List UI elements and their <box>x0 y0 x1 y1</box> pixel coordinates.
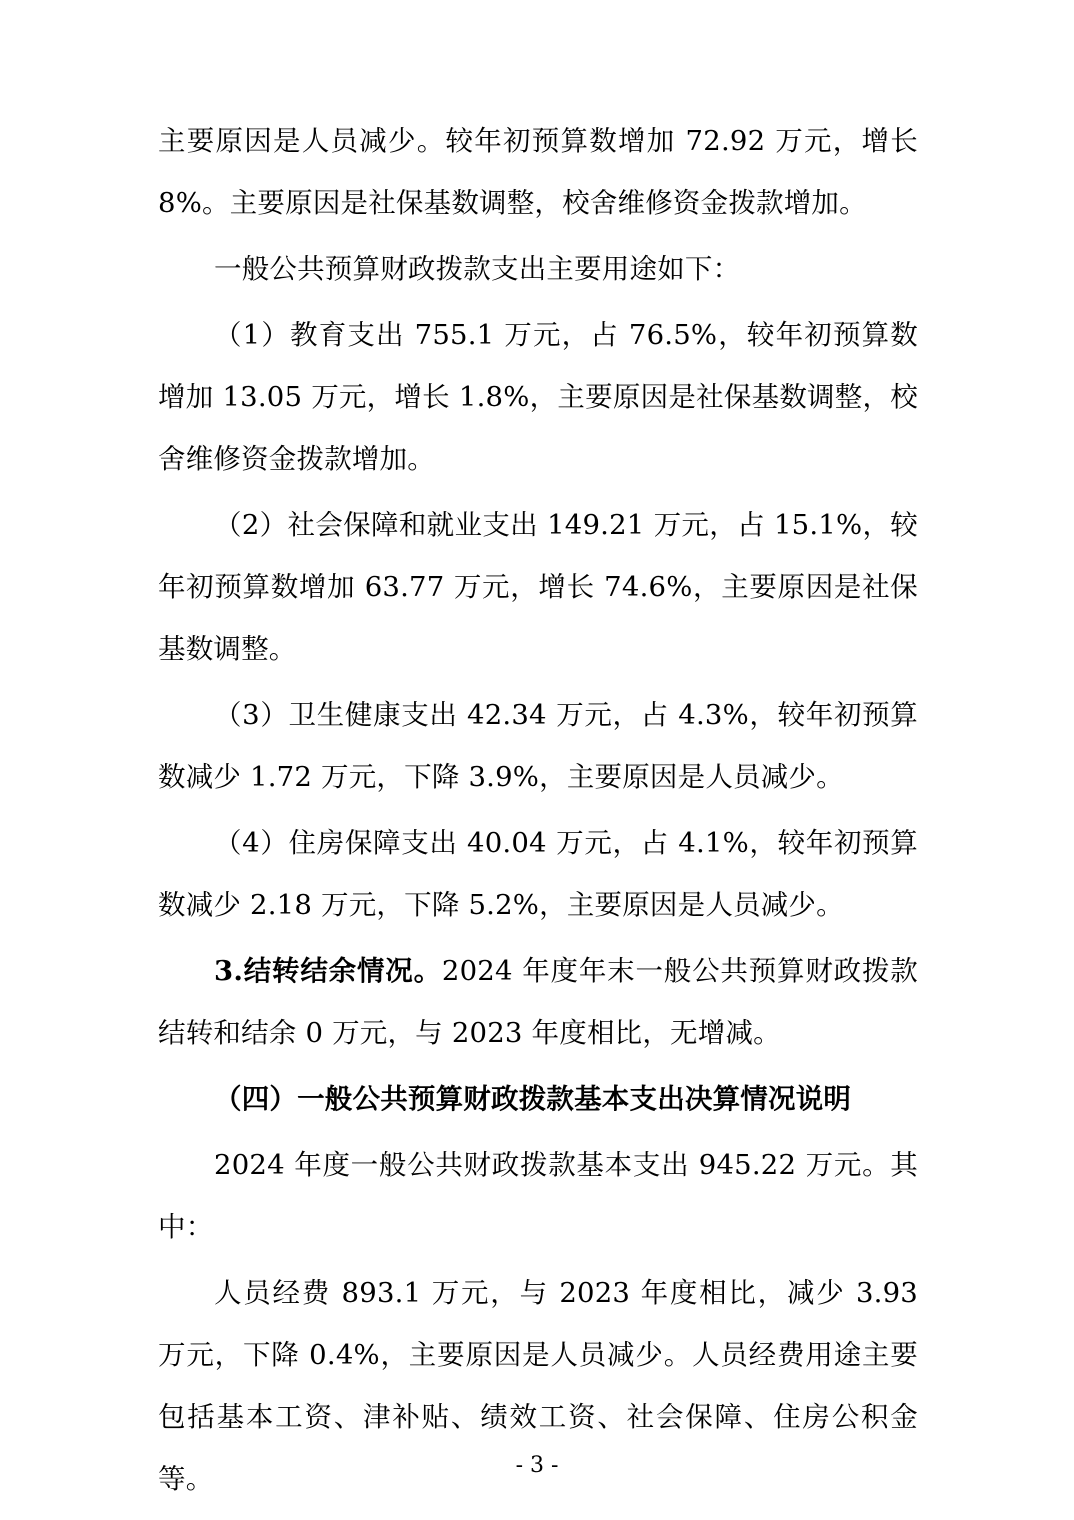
page-number: - 3 - <box>515 1453 559 1478</box>
paragraph-personnel-expense: 人员经费 893.1 万元，与 2023 年度相比，减少 3.93 万元，下降 0.4%，主要原因是人员减少。人员经费用途主要包括基本工资、津补贴、绩效工资、社会保障、住房公积金等。 <box>158 1277 918 1495</box>
paragraph-item-education: （1）教育支出 755.1 万元，占 76.5%，较年初预算数增加 13.05 万元，增长 1.8%，主要原因是社保基数调整，校舍维修资金拨款增加。 <box>158 319 918 475</box>
carryover-body-text: 2024 年度年末一般公共预算财政拨款结转和结余 0 万元，与 2023 年度相比，无增减。 <box>158 955 918 1049</box>
paragraph-item-housing: （4）住房保障支出 40.04 万元，占 4.1%，较年初预算数减少 2.18 万元，下降 5.2%，主要原因是人员减少。 <box>158 827 918 921</box>
paragraph-reason-personnel: 主要原因是人员减少。较年初预算数增加 72.92 万元，增长 8%。主要原因是社保基数调整，校舍维修资金拨款增加。 <box>158 125 918 219</box>
document-body <box>158 110 918 1514</box>
carryover-lead-label: 3.结转结余情况。 <box>214 955 442 987</box>
paragraph-basic-expenditure: 2024 年度一般公共财政拨款基本支出 945.22 万元。其中： <box>158 1149 918 1243</box>
paragraph-item-health: （3）卫生健康支出 42.34 万元，占 4.3%，较年初预算数减少 1.72 万元，下降 3.9%，主要原因是人员减少。 <box>158 699 918 793</box>
paragraph-carryover <box>158 940 918 1064</box>
paragraph-item-social-security: （2）社会保障和就业支出 149.21 万元，占 15.1%，较年初预算数增加 63.77 万元，增长 74.6%，主要原因是社保基数调整。 <box>158 509 918 665</box>
section-heading-four: （四）一般公共预算财政拨款基本支出决算情况说明 <box>214 1083 852 1115</box>
paragraph-usage-intro: 一般公共预算财政拨款支出主要用途如下： <box>214 253 741 285</box>
